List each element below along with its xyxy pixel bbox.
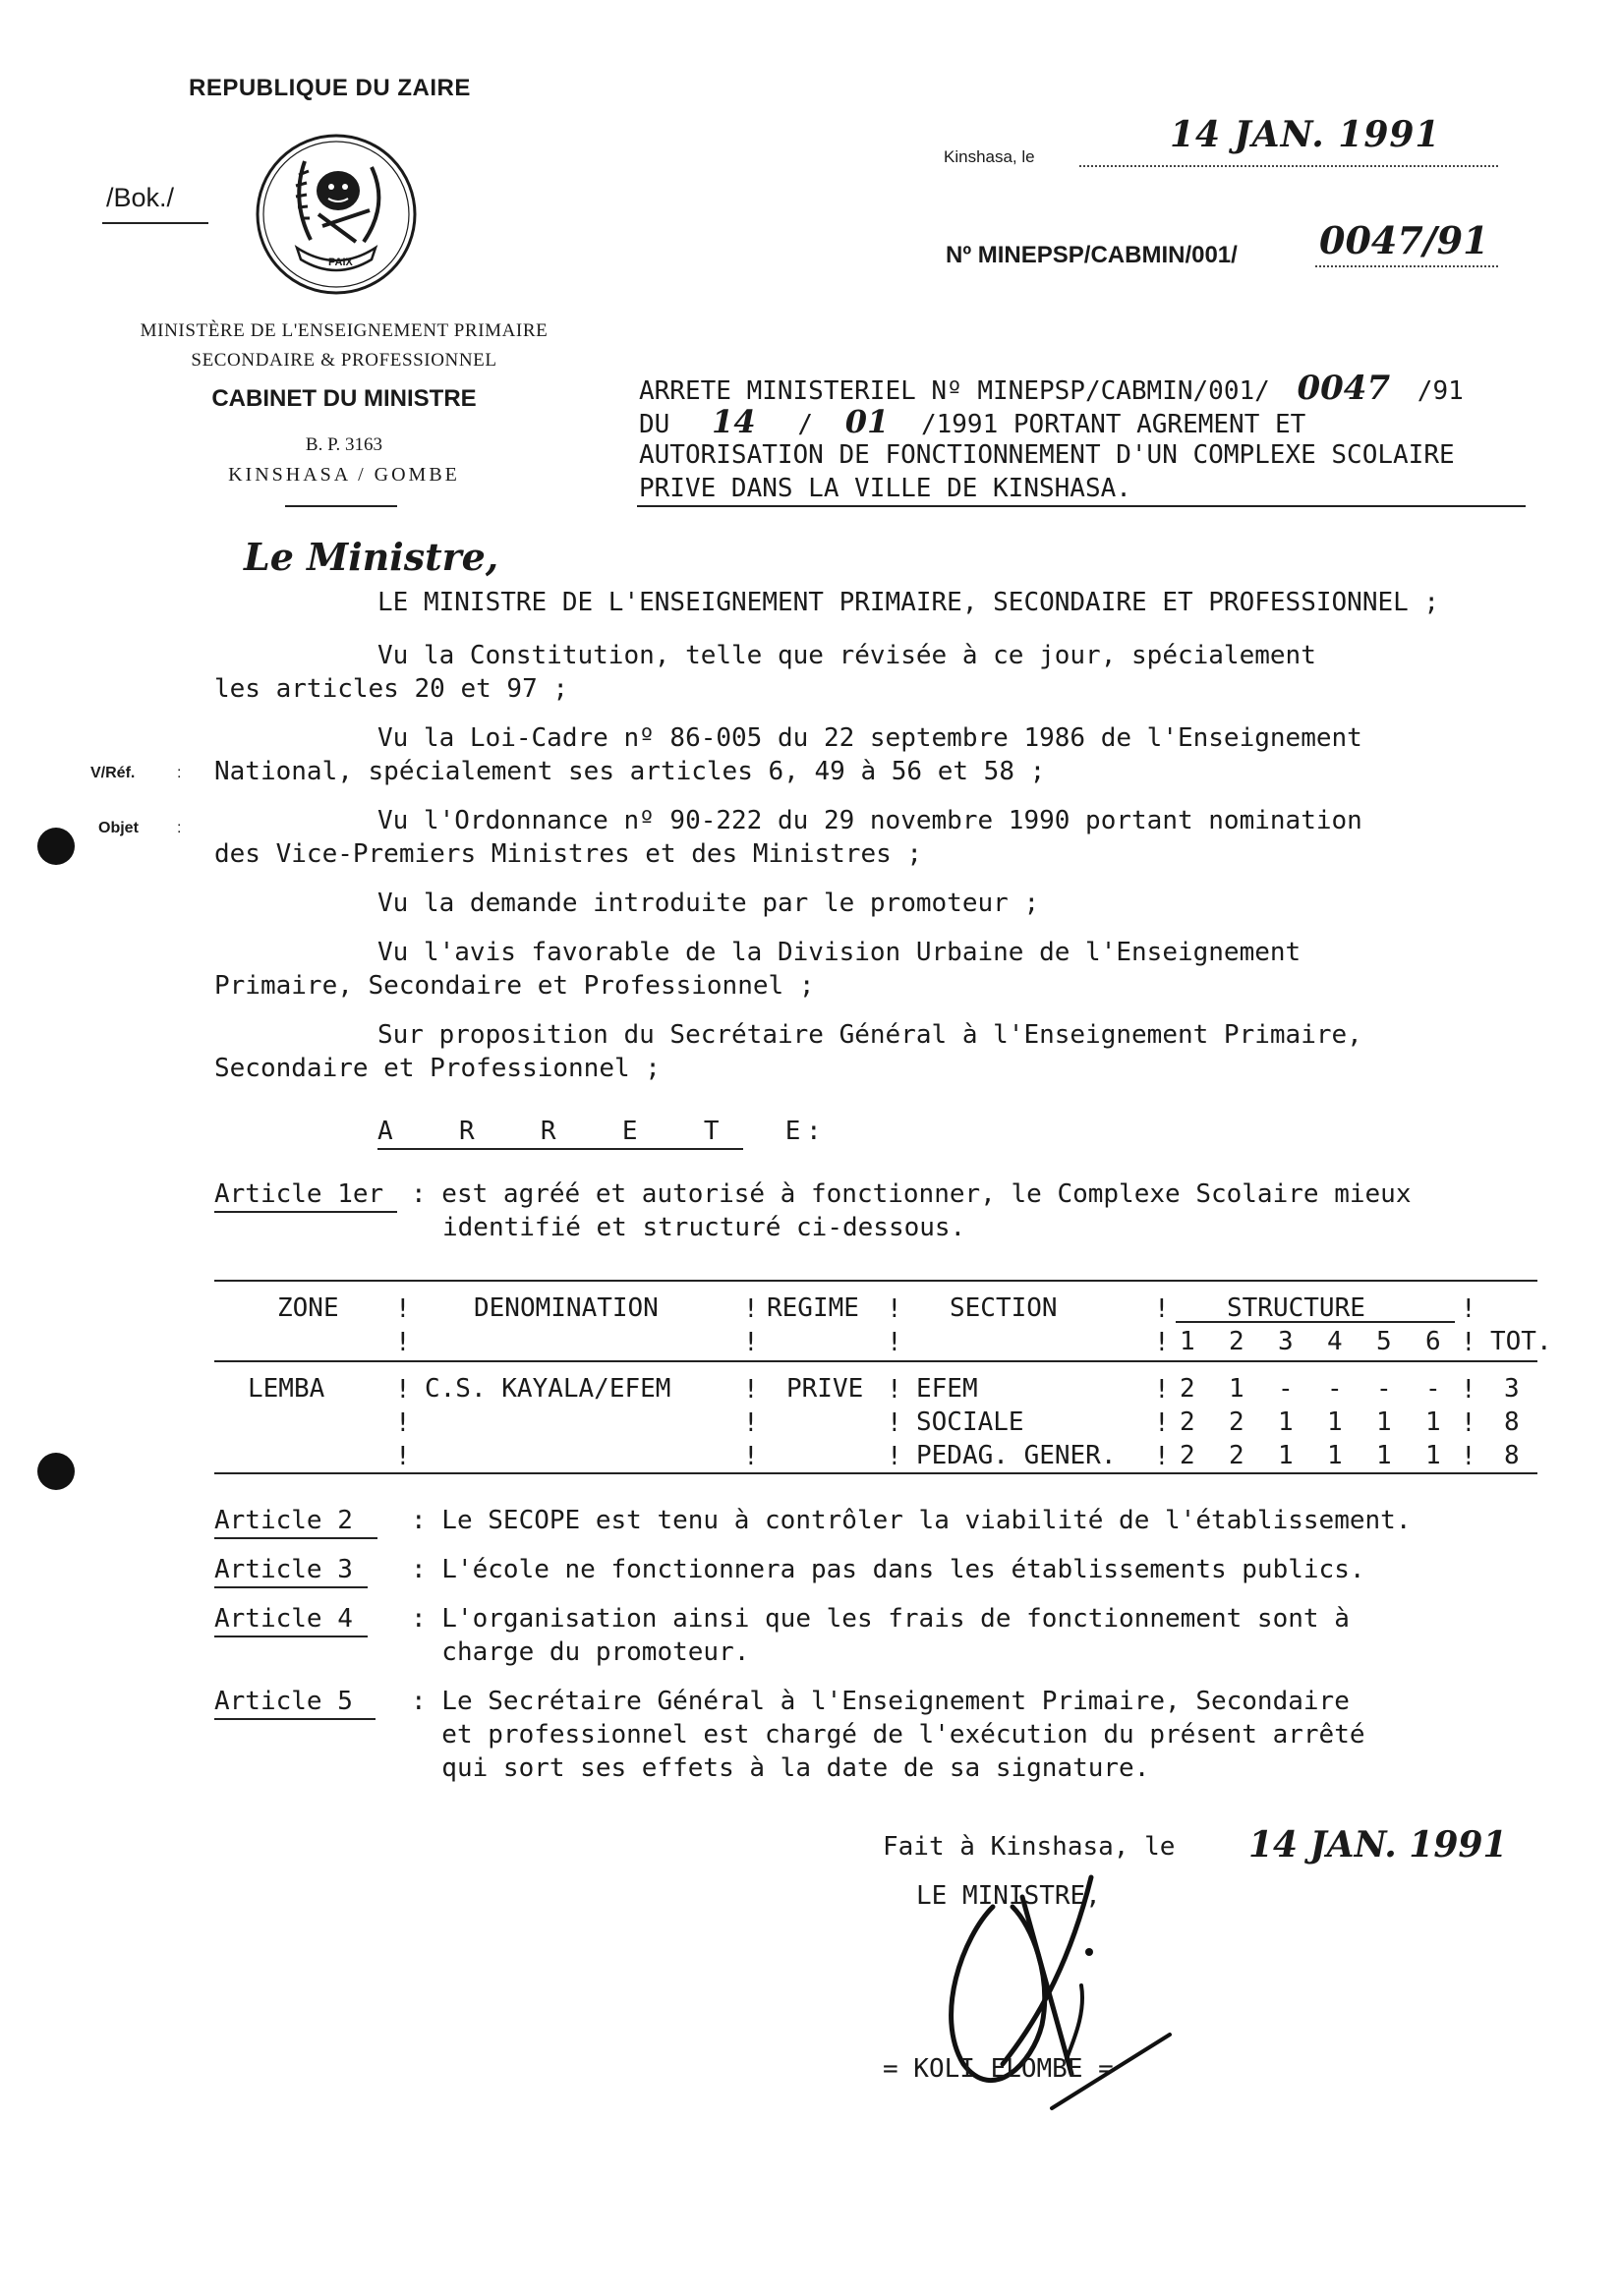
cell-sociale-y3: 1 (1278, 1407, 1294, 1437)
article2-text-l1: : Le SECOPE est tenu à contrôler la viabilité de l'établissement. (411, 1506, 1412, 1535)
cell-efem-total: 3 (1504, 1374, 1520, 1404)
cell-denomination: C.S. KAYALA/EFEM (425, 1374, 671, 1404)
article5-label: Article 5 (214, 1687, 353, 1716)
vref-label: V/Réf. (90, 765, 136, 781)
article2-underline (214, 1537, 377, 1539)
cell-section-pedag: PEDAG. GENER. (916, 1441, 1117, 1470)
svg-text:!: ! (887, 1294, 902, 1324)
table-bottom-rule (214, 1472, 1537, 1474)
preamble-demande: Vu la demande introduite par le promoteur ; (377, 889, 1040, 918)
cell-efem-y5: - (1376, 1374, 1392, 1404)
svg-text:!: ! (395, 1408, 411, 1438)
header-year-1: 1 (1180, 1327, 1195, 1356)
reference-number-handwritten: 0047/91 (1319, 218, 1489, 262)
header-year-3: 3 (1278, 1327, 1294, 1356)
svg-text:!: ! (1154, 1328, 1170, 1357)
cell-efem-y3: - (1278, 1374, 1294, 1404)
svg-text:!: ! (395, 1328, 411, 1357)
objet-colon: : (177, 820, 182, 836)
cell-pedag-total: 8 (1504, 1441, 1520, 1470)
svg-text:!: ! (1461, 1375, 1476, 1405)
arrete-heading: A R R E T E (377, 1117, 801, 1146)
article5-text-l3: qui sort ses effets à la date de sa signature. (411, 1753, 1150, 1783)
preamble-ordonnance-l2: des Vice-Premiers Ministres et des Ministres ; (214, 839, 923, 869)
cell-pedag-y6: 1 (1425, 1441, 1441, 1470)
svg-text:!: ! (1461, 1408, 1476, 1438)
header-section: SECTION (950, 1293, 1058, 1323)
svg-text:!: ! (395, 1294, 411, 1324)
cell-sociale-y4: 1 (1327, 1407, 1343, 1437)
city-address: KINSHASA / GOMBE (228, 464, 460, 486)
header-denomination: DENOMINATION (474, 1293, 659, 1323)
cell-efem-y4: - (1327, 1374, 1343, 1404)
svg-text:!: ! (743, 1442, 759, 1471)
cell-pedag-y5: 1 (1376, 1441, 1392, 1470)
svg-text:!: ! (1461, 1442, 1476, 1471)
article4-label: Article 4 (214, 1604, 353, 1634)
svg-text:!: ! (743, 1375, 759, 1405)
article3-underline (214, 1586, 368, 1588)
title-line3: AUTORISATION DE FONCTIONNEMENT D'UN COMPLEXE SCOLAIRE (639, 440, 1455, 470)
svg-text:!: ! (1461, 1328, 1476, 1357)
ministry-name-line1: MINISTÈRE DE L'ENSEIGNEMENT PRIMAIRE (140, 320, 549, 341)
vref-colon: : (177, 765, 182, 781)
cell-pedag-y1: 2 (1180, 1441, 1195, 1470)
article5-text-l1: : Le Secrétaire Général à l'Enseignement Primaire, Secondaire (411, 1687, 1350, 1716)
ministry-name-line2: SECONDAIRE & PROFESSIONNEL (191, 350, 497, 371)
svg-text:!: ! (1461, 1294, 1476, 1324)
svg-text:!: ! (743, 1408, 759, 1438)
header-year-6: 6 (1425, 1327, 1441, 1356)
svg-text:!: ! (887, 1408, 902, 1438)
preamble-minister: LE MINISTRE DE L'ENSEIGNEMENT PRIMAIRE, SECONDAIRE ET PROFESSIONNEL ; (377, 588, 1440, 617)
seal-motto: PAIX (328, 257, 353, 268)
preamble-proposition-l2: Secondaire et Professionnel ; (214, 1054, 661, 1083)
table-header-rule (214, 1360, 1537, 1362)
title-line2: DU 14 / 01 /1991 PORTANT AGREMENT ET (639, 403, 1306, 440)
reference-number-label: Nº MINEPSP/CABMIN/001/ (946, 242, 1238, 268)
cell-section-sociale: SOCIALE (916, 1407, 1024, 1437)
cell-efem-y2: 1 (1229, 1374, 1244, 1404)
cell-efem-y6: - (1425, 1374, 1441, 1404)
cell-sociale-total: 8 (1504, 1407, 1520, 1437)
date-stamp: 14 JAN. 1991 (1170, 114, 1441, 155)
objet-label: Objet (98, 820, 139, 836)
cell-regime: PRIVE (786, 1374, 864, 1404)
country-heading: REPUBLIQUE DU ZAIRE (189, 75, 471, 101)
svg-text:!: ! (395, 1442, 411, 1471)
preamble-constitution-l2: les articles 20 et 97 ; (214, 674, 569, 704)
svg-text:!: ! (395, 1375, 411, 1405)
svg-text:!: ! (1154, 1442, 1170, 1471)
article5-underline (214, 1718, 376, 1720)
article1-text-l2: identifié et structuré ci-dessous. (442, 1213, 966, 1242)
title-month-handwritten: 01 (844, 403, 890, 440)
preamble-avis-l2: Primaire, Secondaire et Professionnel ; (214, 971, 815, 1001)
closing-place-date: Fait à Kinshasa, le (883, 1832, 1176, 1862)
place-date-label: Kinshasa, le (944, 147, 1035, 166)
preamble-loi-cadre-l1: Vu la Loi-Cadre nº 86-005 du 22 septembre 1986 de l'Enseignement (377, 723, 1362, 753)
po-box: B. P. 3163 (305, 434, 383, 455)
svg-text:!: ! (743, 1328, 759, 1357)
cell-pedag-y3: 1 (1278, 1441, 1294, 1470)
header-regime: REGIME (767, 1293, 859, 1323)
cell-sociale-y6: 1 (1425, 1407, 1441, 1437)
header-structure: STRUCTURE (1227, 1293, 1365, 1323)
svg-text:!: ! (1154, 1294, 1170, 1324)
preamble-loi-cadre-l2: National, spécialement ses articles 6, 49 à 56 et 58 ; (214, 757, 1046, 786)
cell-zone: LEMBA (248, 1374, 325, 1404)
arrete-colon: : (806, 1117, 822, 1146)
preamble-avis-l1: Vu l'avis favorable de la Division Urbaine de l'Enseignement (377, 938, 1302, 967)
article5-text-l2: et professionnel est chargé de l'exécution du présent arrêté (411, 1720, 1365, 1750)
cell-sociale-y2: 2 (1229, 1407, 1244, 1437)
header-year-5: 5 (1376, 1327, 1392, 1356)
article3-label: Article 3 (214, 1555, 353, 1584)
svg-text:!: ! (1154, 1408, 1170, 1438)
cell-pedag-y4: 1 (1327, 1441, 1343, 1470)
header-zone: ZONE (277, 1293, 339, 1323)
svg-text:!: ! (887, 1442, 902, 1471)
article4-text-l1: : L'organisation ainsi que les frais de fonctionnement sont à (411, 1604, 1350, 1634)
svg-text:!: ! (1154, 1375, 1170, 1405)
preamble-ordonnance-l1: Vu l'Ordonnance nº 90-222 du 29 novembre 1990 portant nomination (377, 806, 1362, 835)
le-ministre-heading: Le Ministre, (244, 535, 499, 579)
cell-pedag-y2: 2 (1229, 1441, 1244, 1470)
preamble-constitution-l1: Vu la Constitution, telle que révisée à ce jour, spécialement (377, 641, 1316, 670)
article4-underline (214, 1636, 368, 1637)
closing-date-stamp: 14 JAN. 1991 (1248, 1824, 1508, 1866)
header-total: TOT. (1490, 1327, 1552, 1356)
article1-label: Article 1er (214, 1179, 384, 1209)
title-line1: ARRETE MINISTERIEL Nº MINEPSP/CABMIN/001/ 0047 /91 (639, 369, 1464, 408)
closing-title: LE MINISTRE, (916, 1881, 1101, 1911)
title-day-handwritten: 14 (712, 403, 756, 440)
article3-text-l1: : L'école ne fonctionnera pas dans les établissements publics. (411, 1555, 1365, 1584)
article2-label: Article 2 (214, 1506, 353, 1535)
title-number-handwritten: 0047 (1297, 369, 1391, 408)
svg-text:!: ! (887, 1375, 902, 1405)
svg-text:!: ! (887, 1328, 902, 1357)
svg-text:!: ! (743, 1294, 759, 1324)
cell-section-efem: EFEM (916, 1374, 978, 1404)
header-year-2: 2 (1229, 1327, 1244, 1356)
preamble-proposition-l1: Sur proposition du Secrétaire Général à l'Enseignement Primaire, (377, 1020, 1362, 1050)
reference-initials: /Bok./ (106, 183, 175, 212)
cell-sociale-y1: 2 (1180, 1407, 1195, 1437)
title-line4: PRIVE DANS LA VILLE DE KINSHASA. (639, 474, 1131, 503)
cell-efem-y1: 2 (1180, 1374, 1195, 1404)
cell-sociale-y5: 1 (1376, 1407, 1392, 1437)
cabinet-heading: CABINET DU MINISTRE (211, 385, 477, 412)
header-year-4: 4 (1327, 1327, 1343, 1356)
minister-name: = KOLI ELOMBE = (883, 2054, 1114, 2084)
article1-text-l1: : est agréé et autorisé à fonctionner, le Complexe Scolaire mieux (411, 1179, 1412, 1209)
article4-text-l2: charge du promoteur. (411, 1637, 750, 1667)
